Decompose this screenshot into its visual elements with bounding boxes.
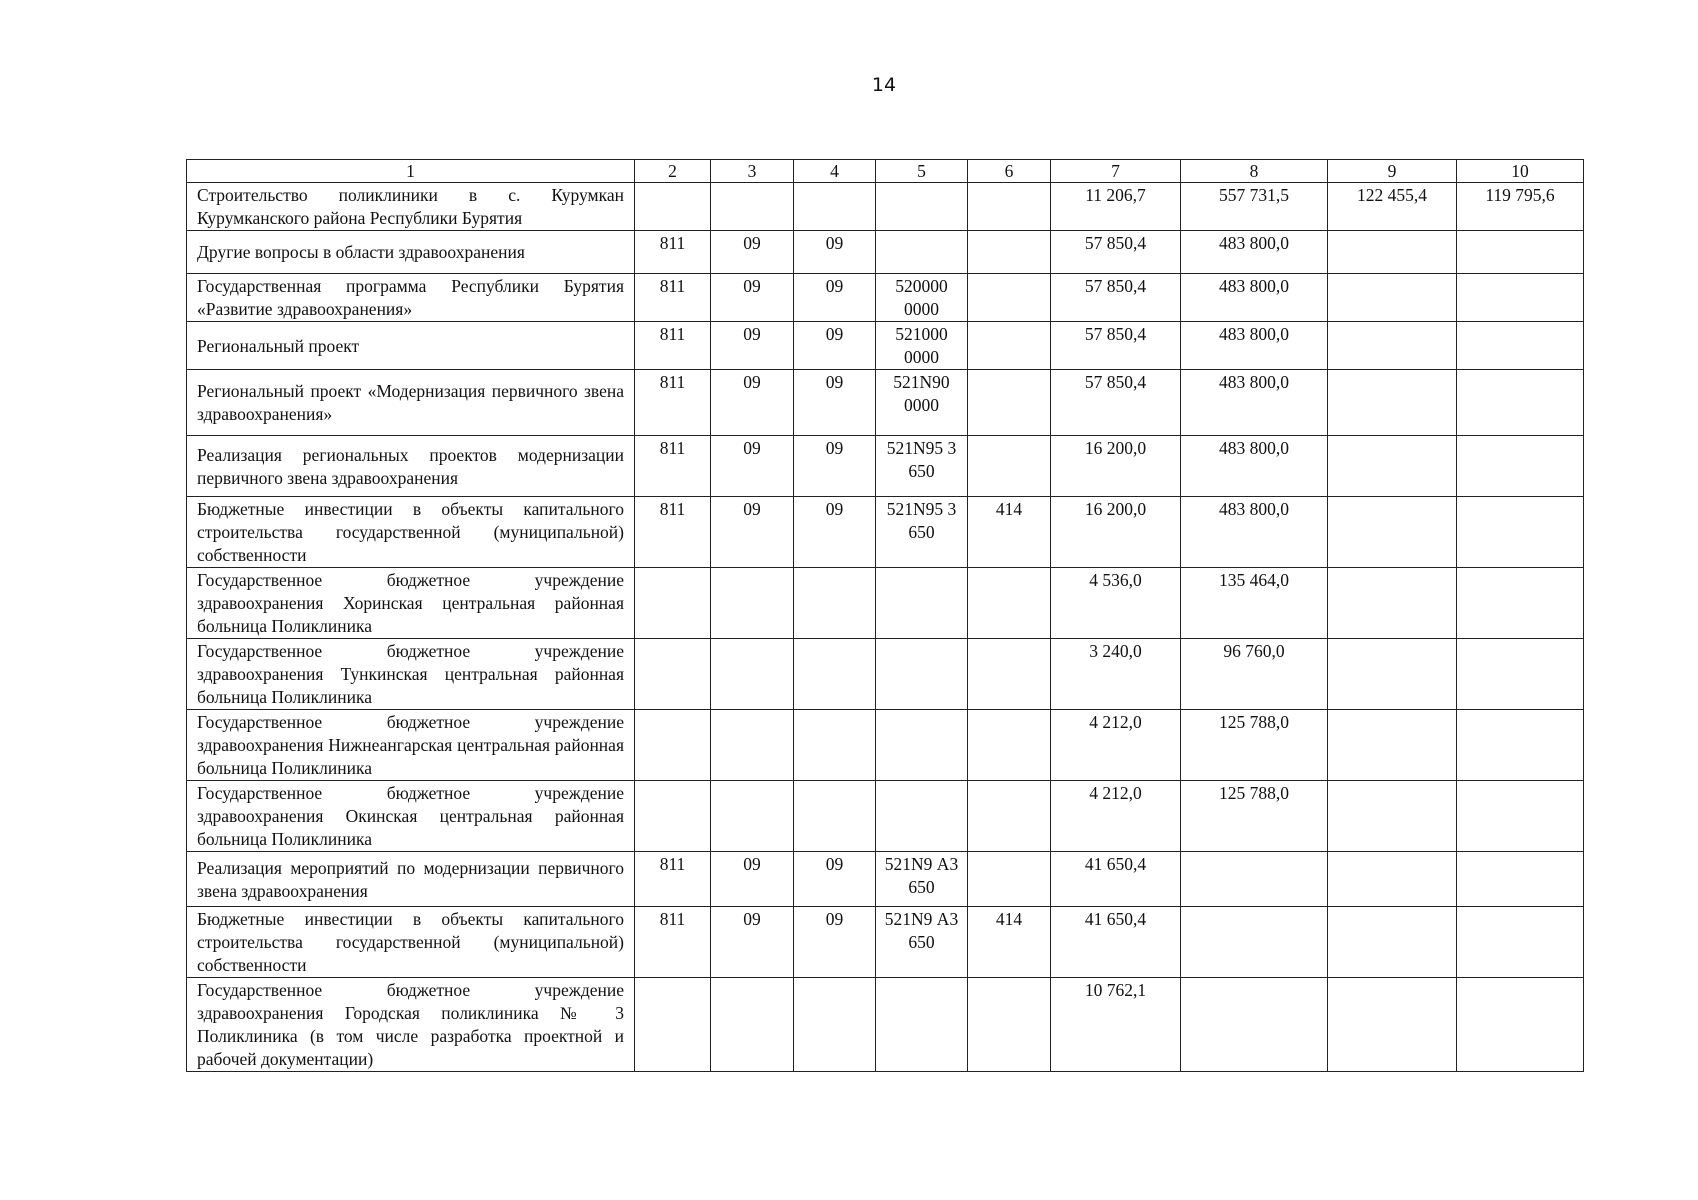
column-8-cell: 483 800,0 [1181, 497, 1328, 568]
column-5-cell [876, 978, 968, 1072]
column-9-cell [1328, 907, 1457, 978]
column-4-cell: 09 [794, 231, 876, 274]
column-10-cell [1457, 497, 1584, 568]
table-row [187, 322, 1584, 370]
column-3-cell [711, 568, 794, 639]
column-5-cell: 521N95 3 650 [876, 497, 968, 568]
column-7-cell: 11 206,7 [1051, 183, 1181, 231]
column-header-9: 9 [1328, 160, 1457, 183]
column-6-cell [968, 781, 1051, 852]
column-2-cell [635, 639, 711, 710]
column-2-cell: 811 [635, 274, 711, 322]
column-9-cell [1328, 568, 1457, 639]
column-5-cell [876, 568, 968, 639]
column-5-cell: 520000 0000 [876, 274, 968, 322]
column-3-cell [711, 183, 794, 231]
column-header-10: 10 [1457, 160, 1584, 183]
row-name-cell: Бюджетные инвестиции в объекты капитального строительства государственной (муниципальной) собственности [187, 497, 635, 568]
table-row [187, 568, 1584, 639]
table-row [187, 852, 1584, 907]
column-6-cell [968, 322, 1051, 370]
column-4-cell: 09 [794, 852, 876, 907]
column-8-cell: 483 800,0 [1181, 370, 1328, 436]
column-8-cell [1181, 852, 1328, 907]
column-7-cell: 4 536,0 [1051, 568, 1181, 639]
column-2-cell: 811 [635, 852, 711, 907]
column-header-3: 3 [711, 160, 794, 183]
column-3-cell: 09 [711, 497, 794, 568]
column-header-2: 2 [635, 160, 711, 183]
table-row [187, 436, 1584, 497]
column-6-cell [968, 639, 1051, 710]
column-3-cell: 09 [711, 436, 794, 497]
column-10-cell [1457, 781, 1584, 852]
column-7-cell: 4 212,0 [1051, 710, 1181, 781]
column-3-cell: 09 [711, 370, 794, 436]
budget-table [186, 159, 1584, 1072]
column-8-cell [1181, 907, 1328, 978]
column-7-cell: 4 212,0 [1051, 781, 1181, 852]
column-9-cell [1328, 497, 1457, 568]
column-3-cell: 09 [711, 322, 794, 370]
column-4-cell: 09 [794, 436, 876, 497]
column-6-cell [968, 568, 1051, 639]
column-10-cell [1457, 231, 1584, 274]
column-2-cell: 811 [635, 436, 711, 497]
column-3-cell: 09 [711, 907, 794, 978]
column-8-cell: 125 788,0 [1181, 710, 1328, 781]
column-4-cell [794, 568, 876, 639]
column-8-cell: 96 760,0 [1181, 639, 1328, 710]
page-number: 14 [871, 74, 897, 96]
column-7-cell: 41 650,4 [1051, 907, 1181, 978]
column-header-8: 8 [1181, 160, 1328, 183]
column-9-cell [1328, 978, 1457, 1072]
column-2-cell [635, 568, 711, 639]
column-7-cell: 57 850,4 [1051, 370, 1181, 436]
column-3-cell [711, 639, 794, 710]
column-7-cell: 3 240,0 [1051, 639, 1181, 710]
table-row [187, 183, 1584, 231]
column-4-cell: 09 [794, 322, 876, 370]
column-10-cell [1457, 978, 1584, 1072]
column-2-cell: 811 [635, 497, 711, 568]
row-name-cell: Государственное бюджетное учреждение здравоохранения Хоринская центральная районная больница Поликлиника [187, 568, 635, 639]
column-2-cell [635, 978, 711, 1072]
column-4-cell [794, 639, 876, 710]
column-header-5: 5 [876, 160, 968, 183]
column-5-cell: 521N90 0000 [876, 370, 968, 436]
column-8-cell: 125 788,0 [1181, 781, 1328, 852]
column-9-cell [1328, 852, 1457, 907]
row-name-cell: Государственное бюджетное учреждение здравоохранения Тункинская центральная районная больница Поликлиника [187, 639, 635, 710]
table-row [187, 639, 1584, 710]
column-2-cell [635, 183, 711, 231]
column-7-cell: 10 762,1 [1051, 978, 1181, 1072]
table-body [187, 160, 1584, 1072]
column-5-cell: 521N95 3 650 [876, 436, 968, 497]
row-name-cell: Региональный проект [187, 322, 635, 370]
column-2-cell: 811 [635, 231, 711, 274]
column-9-cell [1328, 370, 1457, 436]
column-5-cell [876, 781, 968, 852]
column-6-cell [968, 710, 1051, 781]
row-name-cell: Государственное бюджетное учреждение здравоохранения Окинская центральная районная больница Поликлиника [187, 781, 635, 852]
column-9-cell [1328, 781, 1457, 852]
column-7-cell: 57 850,4 [1051, 322, 1181, 370]
column-7-cell: 16 200,0 [1051, 497, 1181, 568]
column-header-1: 1 [187, 160, 635, 183]
column-4-cell: 09 [794, 370, 876, 436]
column-4-cell [794, 781, 876, 852]
column-10-cell [1457, 907, 1584, 978]
column-10-cell [1457, 568, 1584, 639]
table-header-row [187, 160, 1584, 183]
column-3-cell [711, 978, 794, 1072]
column-8-cell: 557 731,5 [1181, 183, 1328, 231]
column-2-cell [635, 781, 711, 852]
column-5-cell [876, 231, 968, 274]
row-name-cell: Государственное бюджетное учреждение здравоохранения Городская поликлиника № 3 Поликлиника (в том числе разработка проектной и рабочей документации) [187, 978, 635, 1072]
column-4-cell: 09 [794, 497, 876, 568]
row-name-cell: Строительство поликлиники в с. Курумкан Курумканского района Республики Бурятия [187, 183, 635, 231]
column-5-cell: 521000 0000 [876, 322, 968, 370]
table-row [187, 370, 1584, 436]
row-name-cell: Государственное бюджетное учреждение здравоохранения Нижнеангарская центральная районная больница Поликлиника [187, 710, 635, 781]
column-10-cell [1457, 639, 1584, 710]
column-6-cell [968, 231, 1051, 274]
column-6-cell [968, 183, 1051, 231]
row-name-cell: Другие вопросы в области здравоохранения [187, 231, 635, 274]
row-name-cell: Реализация региональных проектов модернизации первичного звена здравоохранения [187, 436, 635, 497]
column-6-cell [968, 370, 1051, 436]
column-8-cell: 483 800,0 [1181, 274, 1328, 322]
column-10-cell: 119 795,6 [1457, 183, 1584, 231]
column-5-cell: 521N9 А3 650 [876, 907, 968, 978]
column-7-cell: 57 850,4 [1051, 274, 1181, 322]
column-6-cell: 414 [968, 907, 1051, 978]
column-9-cell: 122 455,4 [1328, 183, 1457, 231]
column-3-cell [711, 710, 794, 781]
column-4-cell [794, 978, 876, 1072]
column-5-cell [876, 710, 968, 781]
column-7-cell: 41 650,4 [1051, 852, 1181, 907]
column-3-cell [711, 781, 794, 852]
column-6-cell [968, 852, 1051, 907]
column-2-cell: 811 [635, 322, 711, 370]
table-row [187, 231, 1584, 274]
table-row [187, 497, 1584, 568]
column-5-cell [876, 639, 968, 710]
table-row [187, 978, 1584, 1072]
column-10-cell [1457, 370, 1584, 436]
column-5-cell: 521N9 А3 650 [876, 852, 968, 907]
column-header-7: 7 [1051, 160, 1181, 183]
row-name-cell: Региональный проект «Модернизация первичного звена здравоохранения» [187, 370, 635, 436]
column-4-cell: 09 [794, 907, 876, 978]
column-4-cell [794, 710, 876, 781]
column-6-cell [968, 274, 1051, 322]
column-7-cell: 16 200,0 [1051, 436, 1181, 497]
row-name-cell: Государственная программа Республики Бурятия «Развитие здравоохранения» [187, 274, 635, 322]
column-8-cell: 483 800,0 [1181, 231, 1328, 274]
column-7-cell: 57 850,4 [1051, 231, 1181, 274]
column-10-cell [1457, 322, 1584, 370]
table-row [187, 781, 1584, 852]
column-10-cell [1457, 274, 1584, 322]
column-2-cell [635, 710, 711, 781]
row-name-cell: Бюджетные инвестиции в объекты капитального строительства государственной (муниципальной) собственности [187, 907, 635, 978]
row-name-cell: Реализация мероприятий по модернизации первичного звена здравоохранения [187, 852, 635, 907]
column-3-cell: 09 [711, 852, 794, 907]
column-10-cell [1457, 436, 1584, 497]
column-9-cell [1328, 436, 1457, 497]
column-9-cell [1328, 231, 1457, 274]
column-10-cell [1457, 710, 1584, 781]
column-8-cell [1181, 978, 1328, 1072]
column-10-cell [1457, 852, 1584, 907]
column-4-cell: 09 [794, 274, 876, 322]
column-9-cell [1328, 274, 1457, 322]
column-8-cell: 483 800,0 [1181, 436, 1328, 497]
column-6-cell: 414 [968, 497, 1051, 568]
column-8-cell: 483 800,0 [1181, 322, 1328, 370]
column-5-cell [876, 183, 968, 231]
column-8-cell: 135 464,0 [1181, 568, 1328, 639]
table-row [187, 274, 1584, 322]
column-6-cell [968, 978, 1051, 1072]
column-9-cell [1328, 639, 1457, 710]
column-header-4: 4 [794, 160, 876, 183]
column-9-cell [1328, 710, 1457, 781]
column-2-cell: 811 [635, 370, 711, 436]
table-row [187, 907, 1584, 978]
table-row [187, 710, 1584, 781]
column-2-cell: 811 [635, 907, 711, 978]
column-3-cell: 09 [711, 231, 794, 274]
column-header-6: 6 [968, 160, 1051, 183]
column-4-cell [794, 183, 876, 231]
column-3-cell: 09 [711, 274, 794, 322]
column-9-cell [1328, 322, 1457, 370]
column-6-cell [968, 436, 1051, 497]
